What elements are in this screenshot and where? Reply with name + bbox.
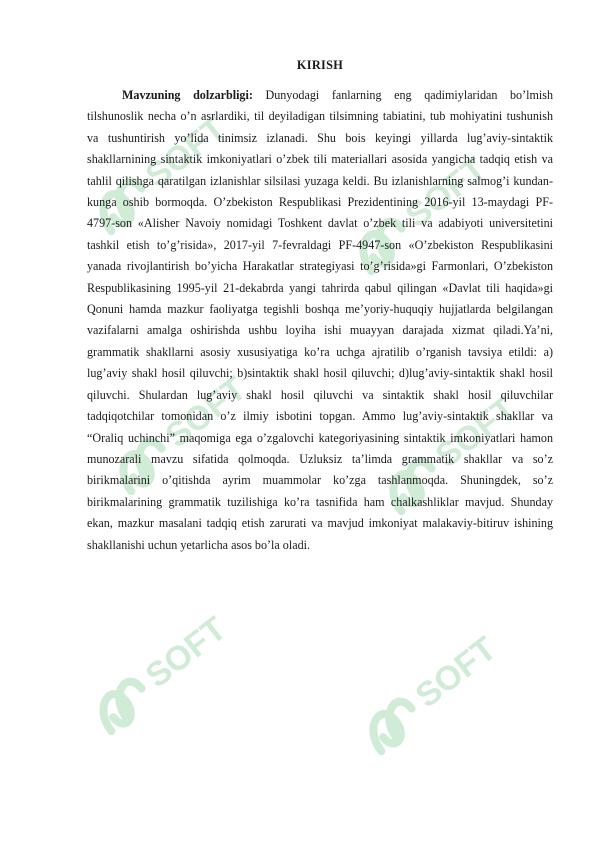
paragraph-lead: Mavzuning dolzarbligi: (122, 88, 253, 102)
watermark-glyph-icon (363, 697, 422, 753)
page-title: KIRISH (296, 58, 344, 72)
document-body (87, 56, 553, 556)
watermark-text: SOFT (158, 369, 254, 456)
watermark-text: SOFT (138, 609, 234, 696)
watermark-text: SOFT (428, 389, 524, 476)
intro-paragraph (87, 85, 553, 556)
watermark-logo (337, 587, 544, 773)
watermark-text: SOFT (408, 629, 504, 716)
watermark-logo (67, 567, 274, 753)
paragraph-body: Dunyodagi fanlarning eng qadimiylaridan bo’lmish tilshunoslik necha o’n asrlardiki, til deyiladigan tilsimning tabiatini, tub mohiyatini tushunish va tushuntirish yo’lida tinimsiz izlanadi. Shu bois keyingi yillarda lug’aviy-sintaktik shakllarnining sintaktik imkoniyatlari o’zbek tili materiallari asosida yangicha tadqiq etish va tahlil qilishga qaratilgan izlanishlar silsilasi yuzaga keldi. Bu izlanishlarning salmog’i kundan-kunga oshib bormoqda. O’zbekiston Respublikasi Prezidentining 2016-yil 13-maydagi PF-4797-son «Alisher Navoiy nomidagi Toshkent davlat o’zbek tili va adabiyoti universitetini tashkil etish to’g’risida», 2017-yil 7-fevraldagi PF-4947-son «O’zbekiston Respublikasini yanada rivojlantirish bo’yicha Harakatlar strategiyasi to’g’risida»gi Farmonlari, O’zbekiston Respublikasining 1995-yil 21-dekabrda yangi tahrirda qabul qilingan «Davlat tili haqida»gi Qonuni hamda mazkur faoliyatga tegishli boshqa me’yoriy-huquqiy hujjatlarda belgilangan vazifalarni amalga oshirishda ushbu loyiha ishi muayyan darajada xizmat qiladi.Ya’ni, grammatik shakllarni asosiy xususiyatiga ko’ra uchga ajratilib o’rganish tavsiya etildi: a) lug’aviy shakl hosil qiluvchi; b)sintaktik shakl hosil qiluvchi; d)lug’aviy-sintaktik shakl hosil qiluvchi. Shulardan lug’aviy shakl hosil qiluvchi va sintaktik shakl hosil qiluvchilar tadqiqotchilar tomonidan o’z ilmiy isbotini topgan. Ammo lug’aviy-sintaktik shakllar va “Oraliq uchinchi” maqomiga ega o’zgalovchi kategoriyasining sintaktik imkoniyatlari hamon munozarali mavzu sifatida qolmoqda. Uzluksiz ta’limda grammatik shakllar va so’z birikmalarini o’qitishda ayrim muammolar ko’zga tashlanmoqda. Shuningdek, so’z birikmalarining grammatik tuzilishiga ko’ra tasnifida ham chalkashliklar mavjud. Shunday ekan, mazkur masalani tadqiq etish zarurati va mavjud imkoniyat malakaviy-bitiruv ishining shakllanishi uchun yetarlicha asos bo’la oladi. (87, 88, 554, 552)
watermark-text: SOFT (138, 109, 234, 196)
watermark-text: SOFT (398, 149, 494, 236)
watermark-glyph-icon (93, 677, 152, 733)
